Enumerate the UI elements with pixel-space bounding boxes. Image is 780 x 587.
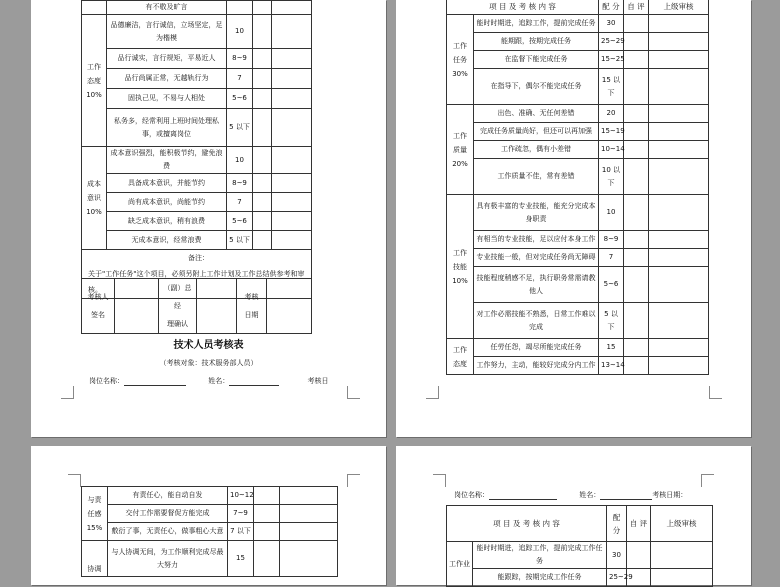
form-header-row (454, 490, 687, 500)
appraisal-table-bottom-left (81, 486, 338, 577)
table-row (447, 569, 713, 587)
name-field[interactable] (229, 385, 279, 386)
self-score-cell[interactable] (627, 542, 651, 569)
criterion-text: 对工作必需技能不熟悉，日常工作难以完成 (474, 303, 599, 339)
score-cell: 15~19 (599, 123, 624, 141)
crop-mark (433, 474, 446, 487)
table-row (447, 357, 709, 375)
category-label: 技能 (453, 262, 467, 271)
self-score-cell[interactable] (624, 195, 649, 231)
review-cell[interactable] (649, 159, 709, 195)
date-field[interactable] (267, 279, 312, 334)
review-cell[interactable] (651, 542, 713, 569)
review-cell[interactable] (272, 174, 312, 193)
criterion-text: 品行诚实，言行规矩，平易近人 (107, 49, 227, 69)
review-cell[interactable] (272, 231, 312, 250)
category-label: 任感 (87, 509, 102, 518)
category-label: 协调 (87, 565, 102, 573)
category-label: 任务 (453, 55, 467, 64)
criterion-text: 能期跟，按期完成任务 (474, 33, 599, 51)
score-cell: 5~6 (227, 89, 253, 109)
self-score-cell[interactable] (624, 123, 649, 141)
criterion-text: 无成本意识，经常浪费 (107, 231, 227, 250)
crop-mark (68, 474, 81, 487)
criterion-text: 交付工作需要督促方能完成 (108, 505, 228, 523)
review-cell[interactable] (649, 69, 709, 105)
table-row (447, 231, 709, 249)
table-row (82, 147, 312, 174)
crop-mark (709, 386, 722, 399)
criterion-text: 有责任心，能自动自发 (108, 487, 228, 505)
review-cell[interactable] (649, 123, 709, 141)
self-score-cell[interactable] (254, 487, 280, 505)
self-score-cell[interactable] (253, 231, 272, 250)
self-score-cell[interactable] (624, 267, 649, 303)
appraisal-table-bottom-right (446, 505, 713, 587)
score-cell: 30 (607, 542, 627, 569)
criterion-text: 能时时期进，追踪工作，提前完成工作任务 (473, 542, 607, 569)
signature-table (81, 278, 312, 334)
category-cell (447, 339, 474, 375)
review-cell[interactable] (272, 15, 312, 49)
criterion-text: 尚有成本意识，尚能节约 (107, 193, 227, 212)
review-cell[interactable] (272, 109, 312, 147)
table-row (447, 267, 709, 303)
table-row (82, 174, 312, 193)
table-row (447, 15, 709, 33)
appraisal-table-top-right (446, 0, 709, 375)
category-label: 态度 (87, 76, 101, 85)
score-cell: 13~14 (599, 357, 624, 375)
criterion-text: 能时时期进，追踪工作，提前完成任务 (474, 15, 599, 33)
category-label: 工作 (453, 41, 467, 50)
score-cell: 7 (227, 69, 253, 89)
criterion-text: 具备成本意识，并能节约 (107, 174, 227, 193)
name-field[interactable] (600, 499, 652, 500)
document-page-4 (396, 446, 751, 585)
score-cell: 10 (227, 15, 253, 49)
review-cell[interactable] (649, 339, 709, 357)
category-label: 意识 (87, 194, 101, 202)
review-cell[interactable] (272, 69, 312, 89)
date-label: 考核 日期 (237, 279, 267, 334)
criterion-text: 缺乏成本意识，稍有浪费 (107, 212, 227, 231)
review-cell[interactable] (649, 267, 709, 303)
criterion-text: 专业技能一般，但对完成任务尚无障碍 (474, 249, 599, 267)
score-cell: 5~6 (599, 267, 624, 303)
criterion-text: 工作质量不佳，常有差错 (474, 159, 599, 195)
appraisal-table-top-left (81, 0, 312, 299)
table-row (82, 109, 312, 147)
self-score-cell[interactable] (253, 69, 272, 89)
score-cell: 5 以下 (227, 231, 253, 250)
category-cell (82, 15, 107, 147)
table-row (447, 123, 709, 141)
category-label: 与责 (87, 495, 102, 504)
score-cell: 25~29 (599, 33, 624, 51)
score-cell: 15~25 (599, 51, 624, 69)
review-cell[interactable] (272, 89, 312, 109)
header-self: 自 评 (624, 0, 649, 15)
category-cell (82, 147, 107, 250)
criterion-text: 工作疏忽，偶有小差错 (474, 141, 599, 159)
position-label: 岗位名称： (89, 377, 124, 385)
criterion-text: 私务多，经常利用上班时间处理私事，或擅离岗位 (107, 109, 227, 147)
self-score-cell[interactable] (253, 49, 272, 69)
criterion-text: 任劳任怨，竭尽所能完成任务 (474, 339, 599, 357)
score-cell: 8~9 (227, 174, 253, 193)
score-cell: 10 (599, 195, 624, 231)
table-row (82, 212, 312, 231)
review-cell[interactable] (651, 569, 713, 587)
header-boss: 上级审核 (651, 506, 713, 542)
category-weight: 10% (86, 90, 102, 99)
criterion-text: 固执己见，不易与人相处 (107, 89, 227, 109)
table-row (447, 303, 709, 339)
criterion-text: 有不敬及旷言 (107, 1, 227, 15)
table-row (82, 193, 312, 212)
position-field[interactable] (489, 499, 557, 500)
self-score-cell[interactable] (254, 523, 280, 541)
category-label: 质量 (453, 145, 467, 154)
review-cell[interactable] (649, 249, 709, 267)
crop-mark (347, 386, 360, 399)
self-score-cell[interactable] (253, 15, 272, 49)
table-row (447, 51, 709, 69)
review-cell[interactable] (272, 147, 312, 174)
self-score-cell[interactable] (254, 505, 280, 523)
name-label: 姓名： (208, 377, 230, 385)
score-cell: 10 以下 (599, 159, 624, 195)
self-score-cell[interactable] (254, 541, 280, 577)
table-row (82, 89, 312, 109)
category-label: 工作业 (449, 560, 470, 568)
position-field[interactable] (124, 385, 186, 386)
table-row (447, 141, 709, 159)
date-label: 考核日 (307, 377, 329, 385)
criterion-text: 技能程度稍感不足，执行职务常需请教他人 (474, 267, 599, 303)
crop-mark (347, 474, 360, 487)
criterion-text: 有相当的专业技能，足以应付本身工作 (474, 231, 599, 249)
self-score-cell[interactable] (624, 357, 649, 375)
self-score-cell[interactable] (624, 303, 649, 339)
table-row (82, 505, 338, 523)
category-label: 工作 (453, 131, 467, 140)
self-score-cell[interactable] (253, 147, 272, 174)
score-cell: 5 以下 (227, 109, 253, 147)
review-cell[interactable] (649, 195, 709, 231)
criterion-text: 完成任务质量尚好，但还可以再加强 (474, 123, 599, 141)
criterion-text: 出色、准确、无任何差错 (474, 105, 599, 123)
table-header-row (447, 0, 709, 15)
category-weight: 30% (452, 69, 468, 78)
table-row (82, 1, 312, 15)
self-score-cell[interactable] (624, 159, 649, 195)
table-row (447, 195, 709, 231)
score-cell: 10 (227, 147, 253, 174)
table-row (447, 159, 709, 195)
document-page-3 (31, 446, 386, 585)
category-weight: 20% (452, 159, 468, 168)
table-row (447, 542, 713, 569)
note-title: 备注： (188, 254, 209, 262)
score-cell: 7 (599, 249, 624, 267)
table-row (82, 69, 312, 89)
score-cell: 20 (599, 105, 624, 123)
score-cell: 15 (228, 541, 254, 577)
category-label: 成本 (87, 180, 101, 188)
name-label: 姓名： (579, 491, 601, 499)
criterion-text: 品行尚属正常，无越轨行为 (107, 69, 227, 89)
score-cell: 7 以下 (228, 523, 254, 541)
header-item: 项 目 及 考 核 内 容 (447, 0, 599, 15)
form-subtitle: （考核对象：技术服务部人员） (159, 359, 258, 367)
table-row (447, 105, 709, 123)
criterion-text: 在指导下，偶尔不能完成任务 (474, 69, 599, 105)
self-score-cell[interactable] (624, 15, 649, 33)
score-cell: 8~9 (599, 231, 624, 249)
table-row (447, 33, 709, 51)
category-cell (447, 542, 473, 587)
score-cell: 25~29 (607, 569, 627, 587)
self-score-cell[interactable] (624, 249, 649, 267)
score-cell: 7 (227, 193, 253, 212)
crop-mark (701, 474, 714, 487)
document-page-1 (31, 0, 386, 437)
score-cell: 30 (599, 15, 624, 33)
category-label: 工作 (453, 248, 467, 257)
table-row (447, 69, 709, 105)
score-cell: 10~14 (599, 141, 624, 159)
self-score-cell[interactable] (253, 212, 272, 231)
crop-mark (61, 386, 74, 399)
position-label: 岗位名称： (454, 491, 489, 499)
table-row (447, 339, 709, 357)
criterion-text: 与人协调无间，为工作顺利完成尽最大努力 (108, 541, 228, 577)
self-score-cell[interactable] (253, 193, 272, 212)
review-cell[interactable] (280, 541, 338, 577)
score-cell: 15 (599, 339, 624, 357)
criterion-text: 工作努力，主动，能较好完成分内工作 (474, 357, 599, 375)
note-text: 关于"工作任务"这个项目，必须另附上工作计划及工作总结供参考和审核。 (88, 270, 305, 294)
review-cell[interactable] (649, 141, 709, 159)
table-row (82, 523, 338, 541)
criterion-text: 具有极丰富的专业技能，能充分完成本身职责 (474, 195, 599, 231)
review-cell[interactable] (649, 231, 709, 249)
category-weight: 10% (452, 276, 468, 285)
table-header-row (447, 506, 713, 542)
review-cell[interactable] (649, 303, 709, 339)
table-row (82, 541, 338, 577)
score-cell: 10~12 (228, 487, 254, 505)
category-cell (447, 105, 474, 195)
self-score-cell[interactable] (624, 231, 649, 249)
header-item: 项 目 及 考 核 内 容 (447, 506, 607, 542)
table-row (82, 15, 312, 49)
manager-signature-field[interactable] (197, 279, 237, 334)
review-cell[interactable] (280, 505, 338, 523)
table-row (82, 487, 338, 505)
self-score-cell[interactable] (624, 33, 649, 51)
document-page-2 (396, 0, 751, 437)
self-score-cell[interactable] (624, 69, 649, 105)
category-label: 工作 (87, 62, 101, 71)
crop-mark (426, 386, 439, 399)
score-cell: 7~9 (228, 505, 254, 523)
header-score: 配 分 (607, 506, 627, 542)
review-cell[interactable] (272, 212, 312, 231)
category-weight: 15% (86, 523, 103, 532)
form-header-row (89, 376, 328, 386)
self-score-cell[interactable] (624, 141, 649, 159)
table-row (82, 49, 312, 69)
review-cell[interactable] (280, 487, 338, 505)
review-cell[interactable] (649, 33, 709, 51)
score-cell: 5 以下 (599, 303, 624, 339)
criterion-text: 成本意识强烈，能积极节约，避免浪费 (107, 147, 227, 174)
score-cell: 8~9 (227, 49, 253, 69)
self-score-cell[interactable] (624, 51, 649, 69)
review-cell[interactable] (649, 15, 709, 33)
header-boss: 上级审核 (649, 0, 709, 15)
table-row (82, 231, 312, 250)
self-score-cell[interactable] (624, 105, 649, 123)
criterion-text: 敷衍了事，无责任心，做事粗心大意 (108, 523, 228, 541)
manager-label: （副）总经 理确认 (159, 279, 197, 334)
header-self: 自 评 (627, 506, 651, 542)
category-cell (82, 487, 108, 541)
header-score: 配 分 (599, 0, 624, 15)
form-title: 技术人员考核表 (173, 340, 244, 351)
signature-field[interactable] (115, 279, 159, 334)
category-label: 工作 (453, 345, 467, 354)
self-score-cell[interactable] (253, 89, 272, 109)
category-cell (82, 541, 108, 577)
criterion-text: 品德廉洁，言行诚信，立场坚定，足为楷模 (107, 15, 227, 49)
self-score-cell[interactable] (253, 109, 272, 147)
category-label: 态度 (453, 359, 467, 368)
self-score-cell[interactable] (253, 174, 272, 193)
signer-label: 考核人 签名 (82, 279, 115, 334)
score-cell: 15 以下 (599, 69, 624, 105)
review-cell[interactable] (280, 523, 338, 541)
category-cell (447, 15, 474, 105)
date-label: 考核日期： (652, 491, 688, 499)
table-row (82, 279, 312, 334)
table-row (447, 249, 709, 267)
category-cell (447, 195, 474, 339)
review-cell[interactable] (272, 49, 312, 69)
category-weight: 10% (86, 208, 102, 216)
criterion-text: 在监督下能完成任务 (474, 51, 599, 69)
review-cell[interactable] (649, 51, 709, 69)
review-cell[interactable] (649, 357, 709, 375)
criterion-text: 能跟踪，按期完成工作任务 (473, 569, 607, 587)
score-cell: 5~6 (227, 212, 253, 231)
review-cell[interactable] (272, 193, 312, 212)
review-cell[interactable] (649, 105, 709, 123)
self-score-cell[interactable] (624, 339, 649, 357)
